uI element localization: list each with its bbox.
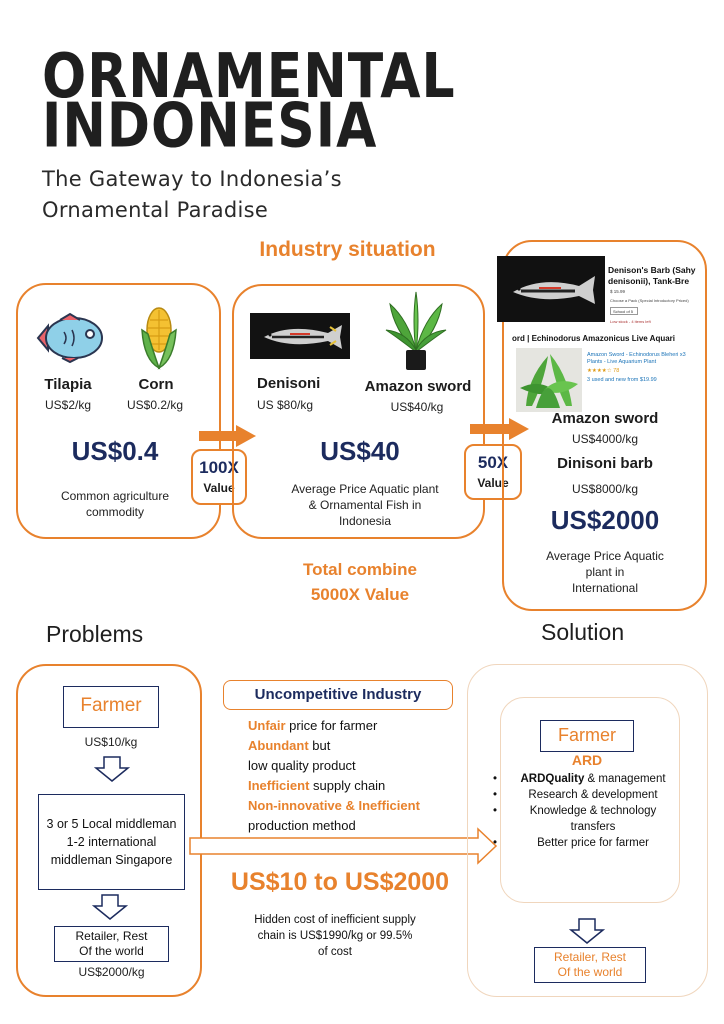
indonesia-value: US$40 xyxy=(320,436,400,466)
problems-heading: Problems xyxy=(46,621,144,647)
corn-price: US$0.2/kg xyxy=(126,398,184,412)
indonesia-caption: Average Price Aquatic plant & Ornamental Fish in Indonesia xyxy=(291,482,439,528)
multiplier-100x: 100X Value xyxy=(191,449,247,505)
intl-amazon-sword-price: US$4000/kg xyxy=(571,432,639,446)
down-arrow-icon xyxy=(569,918,605,944)
denisoni-price: US $80/kg xyxy=(257,398,314,412)
corn-label: Corn xyxy=(138,376,174,393)
solution-farmer-box: Farmer xyxy=(540,720,634,752)
product2-desc[interactable]: Amazon Sword - Echinodorus Bleheri x3 Plants - Live Aquarium Plant xyxy=(587,352,686,365)
tilapia-price: US$2/kg xyxy=(44,398,92,412)
problems-farmer-box: Farmer xyxy=(63,686,159,728)
tilapia-label: Tilapia xyxy=(44,376,92,393)
price-range: US$10 to US$2000 xyxy=(230,868,450,896)
ard-label: ARD xyxy=(571,752,603,768)
page-title: ORNAMENTAL INDONESIA xyxy=(42,41,456,162)
denisoni-fish-photo xyxy=(250,313,350,359)
industry-heading: Industry situation xyxy=(259,238,436,261)
multiplier-50x: 50X Value xyxy=(464,444,522,500)
middleman-box: 3 or 5 Local middleman 1-2 international middleman Singapore xyxy=(38,794,185,890)
tilapia-fish-icon xyxy=(34,312,108,364)
total-combine: Total combine 5000X Value xyxy=(303,560,417,604)
hidden-cost: Hidden cost of inefficient supply chain is US$1990/kg or 99.5% of cost xyxy=(254,914,416,958)
issues-list: Unfair price for farmer Abundant but low quality product Inefficient supply chain Non-innovative & Inefficient production method xyxy=(248,718,420,833)
amazon-sword-product-photo xyxy=(516,348,582,412)
international-caption: Average Price Aquatic plant in International xyxy=(546,549,664,595)
amazon-sword-price: US$40/kg xyxy=(390,400,444,414)
amazon-sword-label: Amazon sword xyxy=(364,378,472,395)
denison-barb-product-photo xyxy=(497,256,605,322)
down-arrow-icon xyxy=(94,756,130,782)
product2-offer[interactable]: 3 used and new from $19.99 xyxy=(587,377,657,383)
product2-title: ord | Echinodorus Amazonicus Live Aquari xyxy=(512,334,675,343)
product1-stock: Low stock - 4 items left xyxy=(610,319,651,324)
corn-icon xyxy=(136,304,182,370)
page-subtitle: The Gateway to Indonesia’s Ornamental Paradise xyxy=(42,167,342,222)
product2-rating: ★★★★☆ 78 xyxy=(587,368,620,374)
solution-heading: Solution xyxy=(541,619,625,645)
problems-retailer-price: US$2000/kg xyxy=(78,965,145,979)
product1-option: Choose a Pack (Special Introductory Priced) xyxy=(610,298,689,303)
problems-farmer-price: US$10/kg xyxy=(84,735,138,749)
product1-title: Denison's Barb (Sahy denisonii), Tank-Bre xyxy=(608,265,696,286)
product1-price: $ 15.99 xyxy=(610,289,626,294)
problems-retailer-box: Retailer, Rest Of the world xyxy=(54,926,169,962)
amazon-sword-plant-photo xyxy=(384,290,448,372)
down-arrow-icon xyxy=(92,894,128,920)
product1-select[interactable]: School of 5 xyxy=(610,307,638,315)
denisoni-label: Denisoni xyxy=(257,375,321,392)
commodity-caption: Common agriculture commodity xyxy=(60,489,170,519)
intl-denisoni-price: US$8000/kg xyxy=(571,482,639,496)
uncompetitive-box: Uncompetitive Industry xyxy=(223,680,453,710)
intl-amazon-sword-label: Amazon sword xyxy=(551,410,659,427)
international-value: US$2000 xyxy=(550,505,660,535)
commodity-value: US$0.4 xyxy=(71,436,159,466)
solution-retailer-box: Retailer, Rest Of the world xyxy=(534,947,646,983)
ard-bullets: • ARDQuality & management • Research & development • Knowledge & technology transfers • Better price for farmer xyxy=(505,771,681,851)
intl-denisoni-label: Dinisoni barb xyxy=(557,455,653,472)
